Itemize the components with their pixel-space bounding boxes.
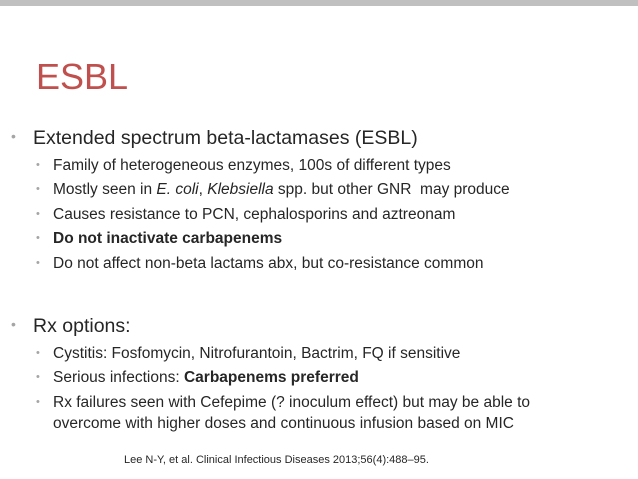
- bullet-dot: •: [36, 371, 40, 383]
- bullet-text-part: Serious infections:: [53, 369, 184, 386]
- bullet-l1-rx-options: [11, 313, 131, 337]
- bullet-text: Do not affect non-beta lactams abx, but co-resistance common: [53, 255, 484, 272]
- bullet-l2-item: [36, 156, 451, 175]
- bullet-l2-item: [36, 368, 359, 387]
- bullet-l1-esbl: [11, 125, 418, 149]
- bullet-l2-item: [36, 180, 510, 199]
- organism-name: Klebsiella: [207, 181, 274, 198]
- slide-title: ESBL: [36, 56, 129, 97]
- bullet-dot: •: [36, 208, 40, 220]
- bullet-text-part: ,: [198, 181, 208, 198]
- bullet-dot: •: [11, 316, 16, 332]
- bullet-dot: •: [36, 159, 40, 171]
- bullet-text-bold: Carbapenems preferred: [183, 369, 359, 386]
- bullet-text: Causes resistance to PCN, cephalosporins and aztreonam: [53, 206, 456, 223]
- organism-name: E. coli: [156, 181, 199, 198]
- bullet-dot: •: [36, 183, 40, 195]
- bullet-text: Rx failures seen with Cefepime (? inoculum effect) but may be able to: [53, 394, 531, 411]
- bullet-text-part: spp. but other GNR may produce: [273, 181, 510, 198]
- citation: Lee N-Y, et al. Clinical Infectious Diseases 2013;56(4):488–95.: [124, 454, 429, 466]
- bullet-text: Family of heterogeneous enzymes, 100s of different types: [53, 157, 451, 174]
- bullet-dot: •: [36, 347, 40, 359]
- bullet-dot: •: [11, 128, 16, 144]
- bullet-l2-item: [36, 254, 484, 273]
- bullet-text-part: Mostly seen in: [53, 181, 157, 198]
- bullet-dot: •: [36, 396, 40, 408]
- bullet-l2-item: [36, 205, 455, 224]
- bullet-l2-continuation: overcome with higher doses and continuous infusion based on MIC: [53, 415, 514, 432]
- bullet-text: Extended spectrum beta-lactamases (ESBL): [33, 127, 418, 149]
- bullet-text: Rx options:: [33, 315, 131, 337]
- bullet-l2-item: [36, 393, 530, 412]
- bullet-text: Cystitis: Fosfomycin, Nitrofurantoin, Bactrim, FQ if sensitive: [53, 345, 461, 362]
- bullet-dot: •: [36, 232, 40, 244]
- bullet-l2-item: [36, 229, 282, 248]
- bullet-l2-item: [36, 344, 460, 363]
- bullet-text-bold: Do not inactivate carbapenems: [53, 230, 283, 247]
- bullet-dot: •: [36, 257, 40, 269]
